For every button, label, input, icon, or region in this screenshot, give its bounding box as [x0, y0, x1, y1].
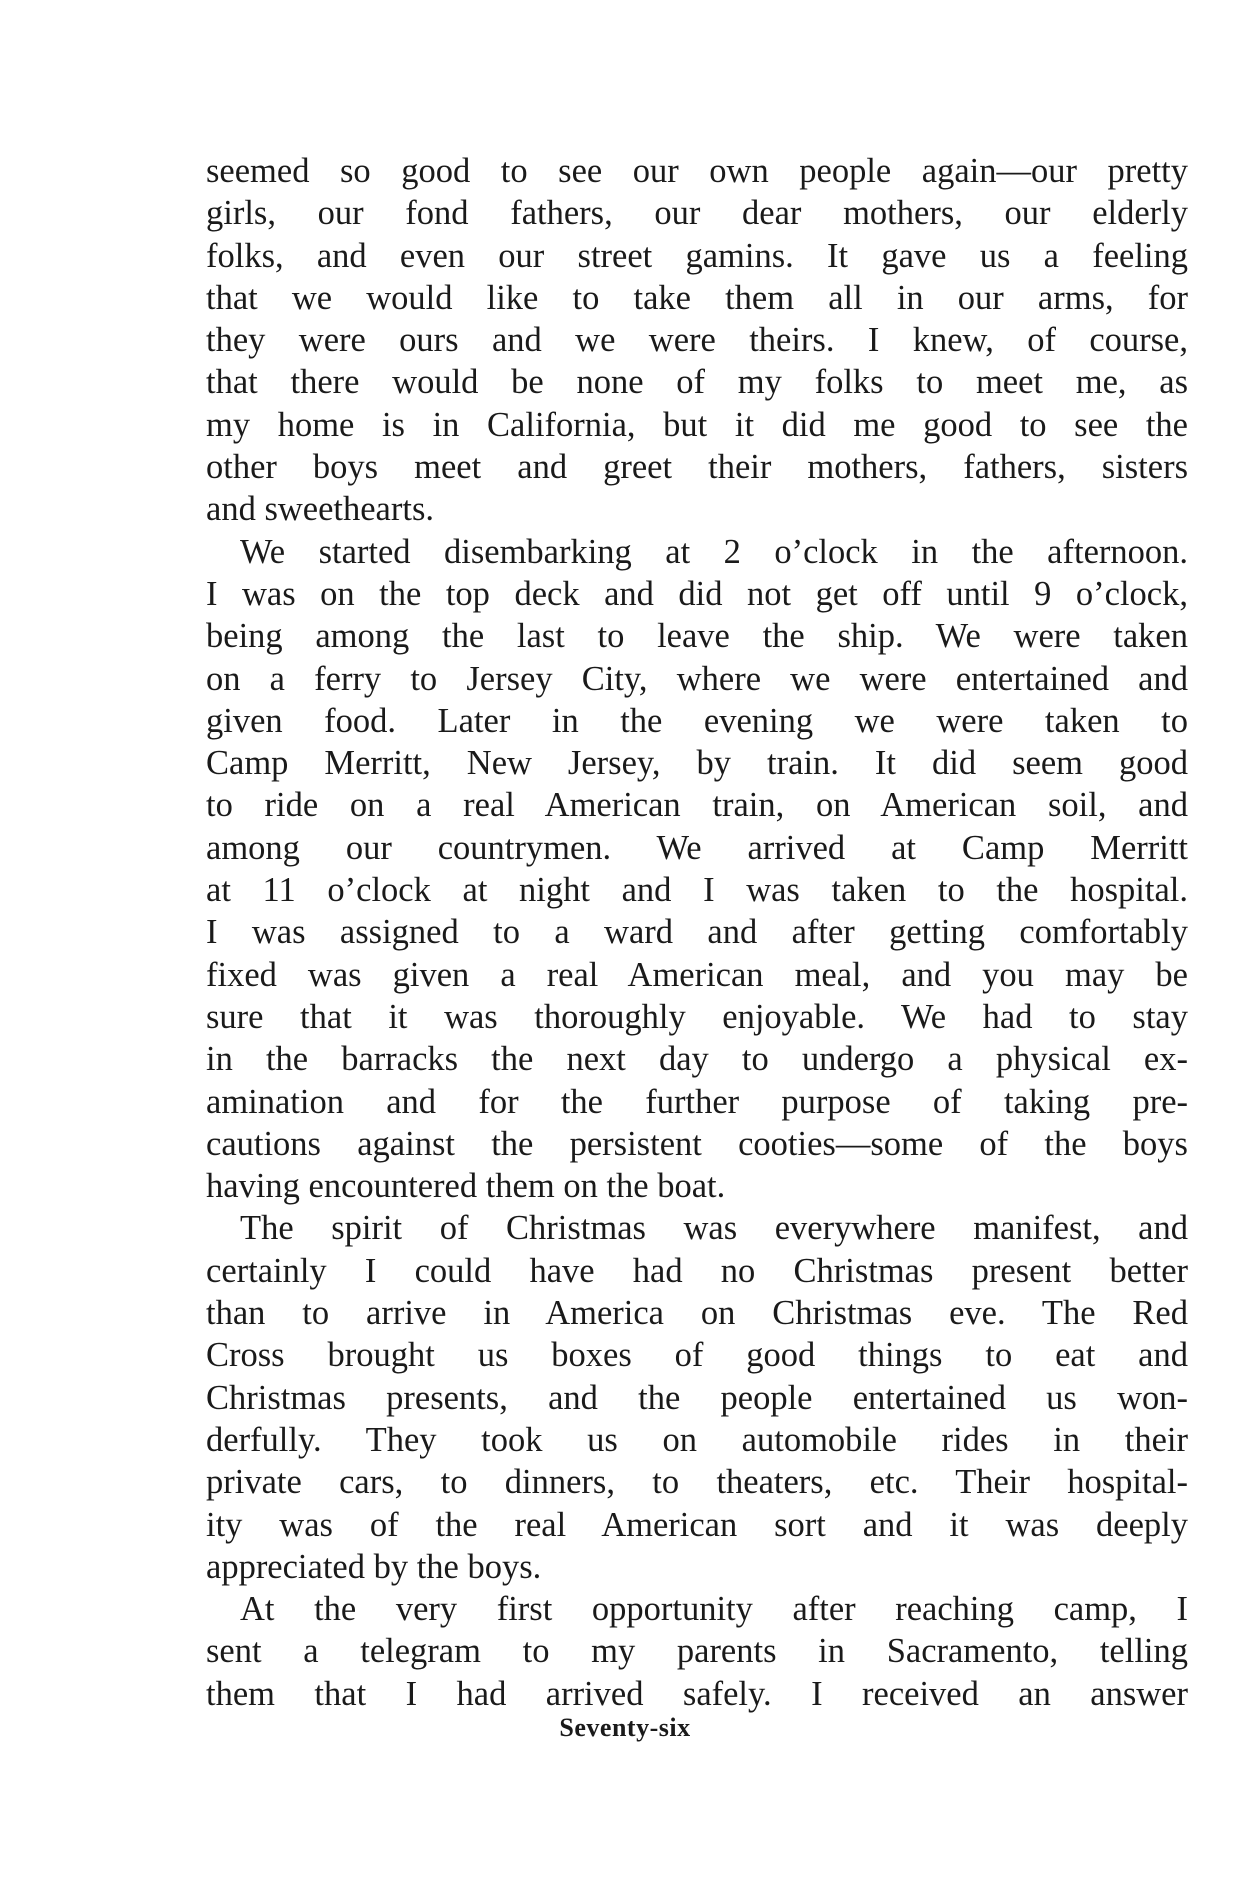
- page-body: [206, 150, 1188, 1715]
- page-number: Seventy-six: [559, 1713, 691, 1742]
- text-line: fixed was given a real American meal, and you may be: [206, 955, 1188, 994]
- text-line: my home is in California, but it did me good to see the: [206, 405, 1188, 444]
- text-line: them that I had arrived safely. I received an answer: [206, 1674, 1188, 1713]
- text-line: I was on the top deck and did not get off until 9 o’clock,: [206, 574, 1188, 613]
- text-line: and sweethearts.: [206, 490, 434, 529]
- text-line: than to arrive in America on Christmas eve. The Red: [206, 1294, 1188, 1333]
- text-line: that we would like to take them all in our arms, for: [206, 278, 1188, 317]
- text-line: among our countrymen. We arrived at Camp Merritt: [206, 828, 1188, 867]
- text-line: in the barracks the next day to undergo a physical ex-: [206, 1040, 1188, 1079]
- text-line: I was assigned to a ward and after getting comfortably: [206, 913, 1188, 952]
- text-line: certainly I could have had no Christmas present better: [206, 1251, 1188, 1290]
- text-line: At the very first opportunity after reaching camp, I: [240, 1590, 1188, 1629]
- text-line: having encountered them on the boat.: [206, 1167, 726, 1206]
- text-line: Cross brought us boxes of good things to eat and: [206, 1336, 1188, 1375]
- text-line: to ride on a real American train, on American soil, and: [206, 786, 1188, 825]
- text-line: sure that it was thoroughly enjoyable. We had to stay: [206, 997, 1188, 1036]
- text-line: Christmas presents, and the people entertained us won-: [206, 1378, 1188, 1417]
- text-line: derfully. They took us on automobile rides in their: [206, 1420, 1188, 1459]
- text-line: being among the last to leave the ship. We were taken: [206, 617, 1188, 656]
- text-line: amination and for the further purpose of taking pre-: [206, 1082, 1188, 1121]
- text-line: sent a telegram to my parents in Sacramento, telling: [206, 1632, 1188, 1671]
- text-line: private cars, to dinners, to theaters, etc. Their hospital-: [206, 1463, 1188, 1502]
- text-line: seemed so good to see our own people again—our pretty: [206, 152, 1188, 190]
- text-line: ity was of the real American sort and it was deeply: [206, 1505, 1188, 1544]
- text-line: given food. Later in the evening we were taken to: [206, 701, 1188, 740]
- text-line: We started disembarking at 2 o’clock in the afternoon.: [240, 532, 1188, 571]
- text-line: that there would be none of my folks to meet me, as: [206, 363, 1188, 402]
- text-line: other boys meet and greet their mothers, fathers, sisters: [206, 448, 1188, 487]
- text-line: The spirit of Christmas was everywhere manifest, and: [240, 1209, 1188, 1248]
- text-line: on a ferry to Jersey City, where we were entertained and: [206, 659, 1188, 698]
- text-line: girls, our fond fathers, our dear mothers, our elderly: [206, 194, 1188, 233]
- text-line: folks, and even our street gamins. It gave us a feeling: [206, 236, 1188, 275]
- text-line: at 11 o’clock at night and I was taken to the hospital.: [206, 871, 1188, 910]
- text-line: Camp Merritt, New Jersey, by train. It did seem good: [206, 744, 1188, 783]
- text-line: appreciated by the boys.: [206, 1547, 542, 1586]
- text-line: cautions against the persistent cooties—some of the boys: [206, 1124, 1188, 1163]
- text-line: they were ours and we were theirs. I knew, of course,: [206, 321, 1188, 360]
